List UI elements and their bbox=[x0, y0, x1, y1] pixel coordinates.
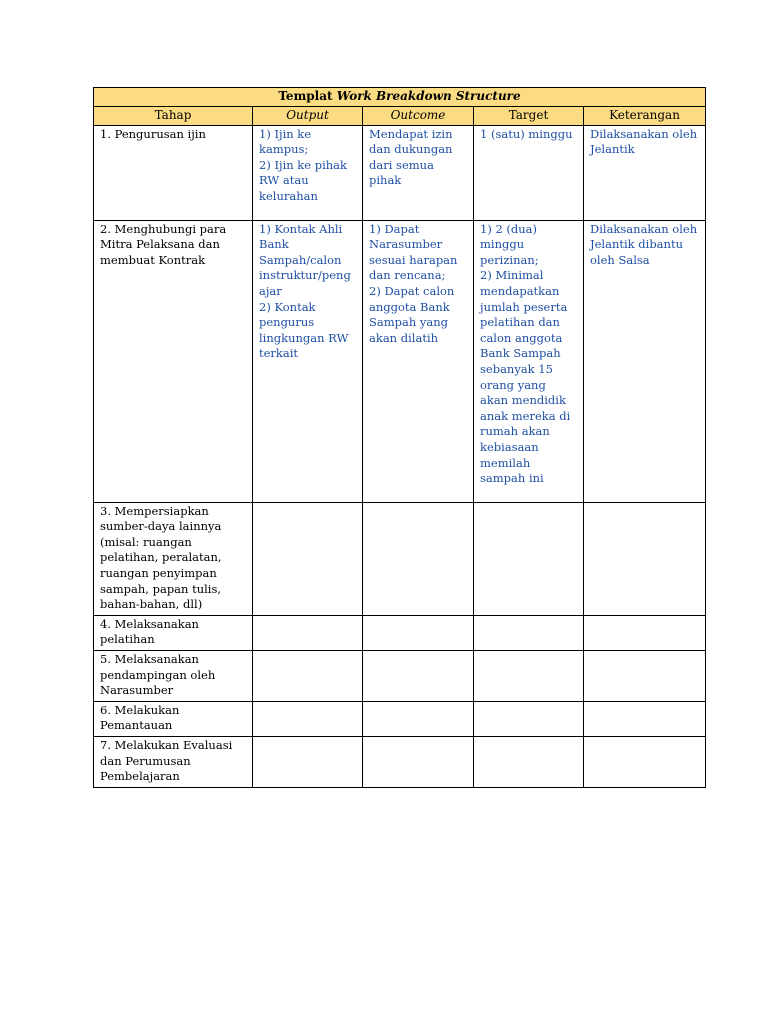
cell-line: 2) Kontak pengurus lingkungan RW terkait bbox=[259, 299, 349, 361]
cell-line: 1) 2 (dua) minggu perizinan; bbox=[480, 221, 539, 267]
cell-output bbox=[253, 125, 363, 220]
header-keterangan: Keterangan bbox=[584, 107, 706, 126]
cell-target bbox=[474, 615, 584, 650]
cell-tahap: 7. Melakukan Evaluasi dan Perumusan Pembelajaran bbox=[94, 736, 253, 787]
cell-line: 2) Minimal mendapatkan jumlah peserta pelatihan dan calon anggota Bank Sampah sebanyak 15 orang yang akan mendidik anak mereka di rumah akan kebiasaan memilah sampah ini bbox=[480, 268, 571, 486]
cell-keterangan bbox=[584, 736, 706, 787]
cell-outcome bbox=[363, 220, 474, 502]
table-row bbox=[94, 701, 706, 736]
title-row bbox=[94, 88, 706, 107]
cell-line: Mendapat izin dan dukungan dari semua pihak bbox=[369, 126, 453, 188]
table-row bbox=[94, 650, 706, 701]
cell-keterangan bbox=[584, 615, 706, 650]
header-tahap: Tahap bbox=[94, 107, 253, 126]
cell-target bbox=[474, 701, 584, 736]
cell-tahap: 3. Mempersiapkan sumber-daya lainnya (misal: ruangan pelatihan, peralatan, ruangan penyimpan sampah, papan tulis, bahan-bahan, dll) bbox=[94, 502, 253, 615]
cell-keterangan bbox=[584, 502, 706, 615]
cell-target bbox=[474, 220, 584, 502]
cell-target bbox=[474, 650, 584, 701]
cell-output bbox=[253, 701, 363, 736]
cell-target bbox=[474, 736, 584, 787]
cell-line: 2) Dapat calon anggota Bank Sampah yang akan dilatih bbox=[369, 283, 455, 345]
title-italic: Work Breakdown Structure bbox=[336, 89, 521, 103]
cell-outcome bbox=[363, 502, 474, 615]
cell-line: 1 (satu) minggu bbox=[480, 126, 573, 141]
wbs-table bbox=[93, 87, 706, 788]
cell-outcome bbox=[363, 650, 474, 701]
cell-target bbox=[474, 125, 584, 220]
cell-keterangan bbox=[584, 125, 706, 220]
cell-tahap: 4. Melaksanakan pelatihan bbox=[94, 615, 253, 650]
table-row bbox=[94, 125, 706, 220]
cell-line: 1) Dapat Narasumber sesuai harapan dan rencana; bbox=[369, 221, 458, 283]
table-row bbox=[94, 615, 706, 650]
cell-output bbox=[253, 736, 363, 787]
cell-line: Dilaksanakan oleh Jelantik bbox=[590, 126, 698, 157]
header-row bbox=[94, 107, 706, 126]
cell-line: 1) Ijin ke kampus; bbox=[259, 126, 312, 157]
cell-output bbox=[253, 615, 363, 650]
cell-output bbox=[253, 502, 363, 615]
table-row bbox=[94, 502, 706, 615]
cell-output bbox=[253, 650, 363, 701]
cell-tahap: 6. Melakukan Pemantauan bbox=[94, 701, 253, 736]
header-target: Target bbox=[474, 107, 584, 126]
table-row bbox=[94, 736, 706, 787]
cell-tahap: 2. Menghubungi para Mitra Pelaksana dan membuat Kontrak bbox=[94, 220, 253, 502]
table-row bbox=[94, 220, 706, 502]
header-output: Output bbox=[253, 107, 363, 126]
cell-keterangan bbox=[584, 650, 706, 701]
cell-tahap: 1. Pengurusan ijin bbox=[94, 125, 253, 220]
cell-outcome bbox=[363, 736, 474, 787]
cell-output bbox=[253, 220, 363, 502]
cell-keterangan bbox=[584, 220, 706, 502]
cell-outcome bbox=[363, 701, 474, 736]
cell-tahap: 5. Melaksanakan pendampingan oleh Narasumber bbox=[94, 650, 253, 701]
cell-keterangan bbox=[584, 701, 706, 736]
cell-line: 1) Kontak Ahli Bank Sampah/calon instruktur/pengajar bbox=[259, 221, 351, 298]
table-title bbox=[94, 88, 706, 107]
cell-line: Dilaksanakan oleh Jelantik dibantu oleh Salsa bbox=[590, 221, 698, 267]
cell-outcome bbox=[363, 615, 474, 650]
cell-line: 2) Ijin ke pihak RW atau kelurahan bbox=[259, 157, 348, 203]
title-prefix: Templat bbox=[278, 89, 337, 103]
cell-target bbox=[474, 502, 584, 615]
header-outcome: Outcome bbox=[363, 107, 474, 126]
cell-outcome bbox=[363, 125, 474, 220]
